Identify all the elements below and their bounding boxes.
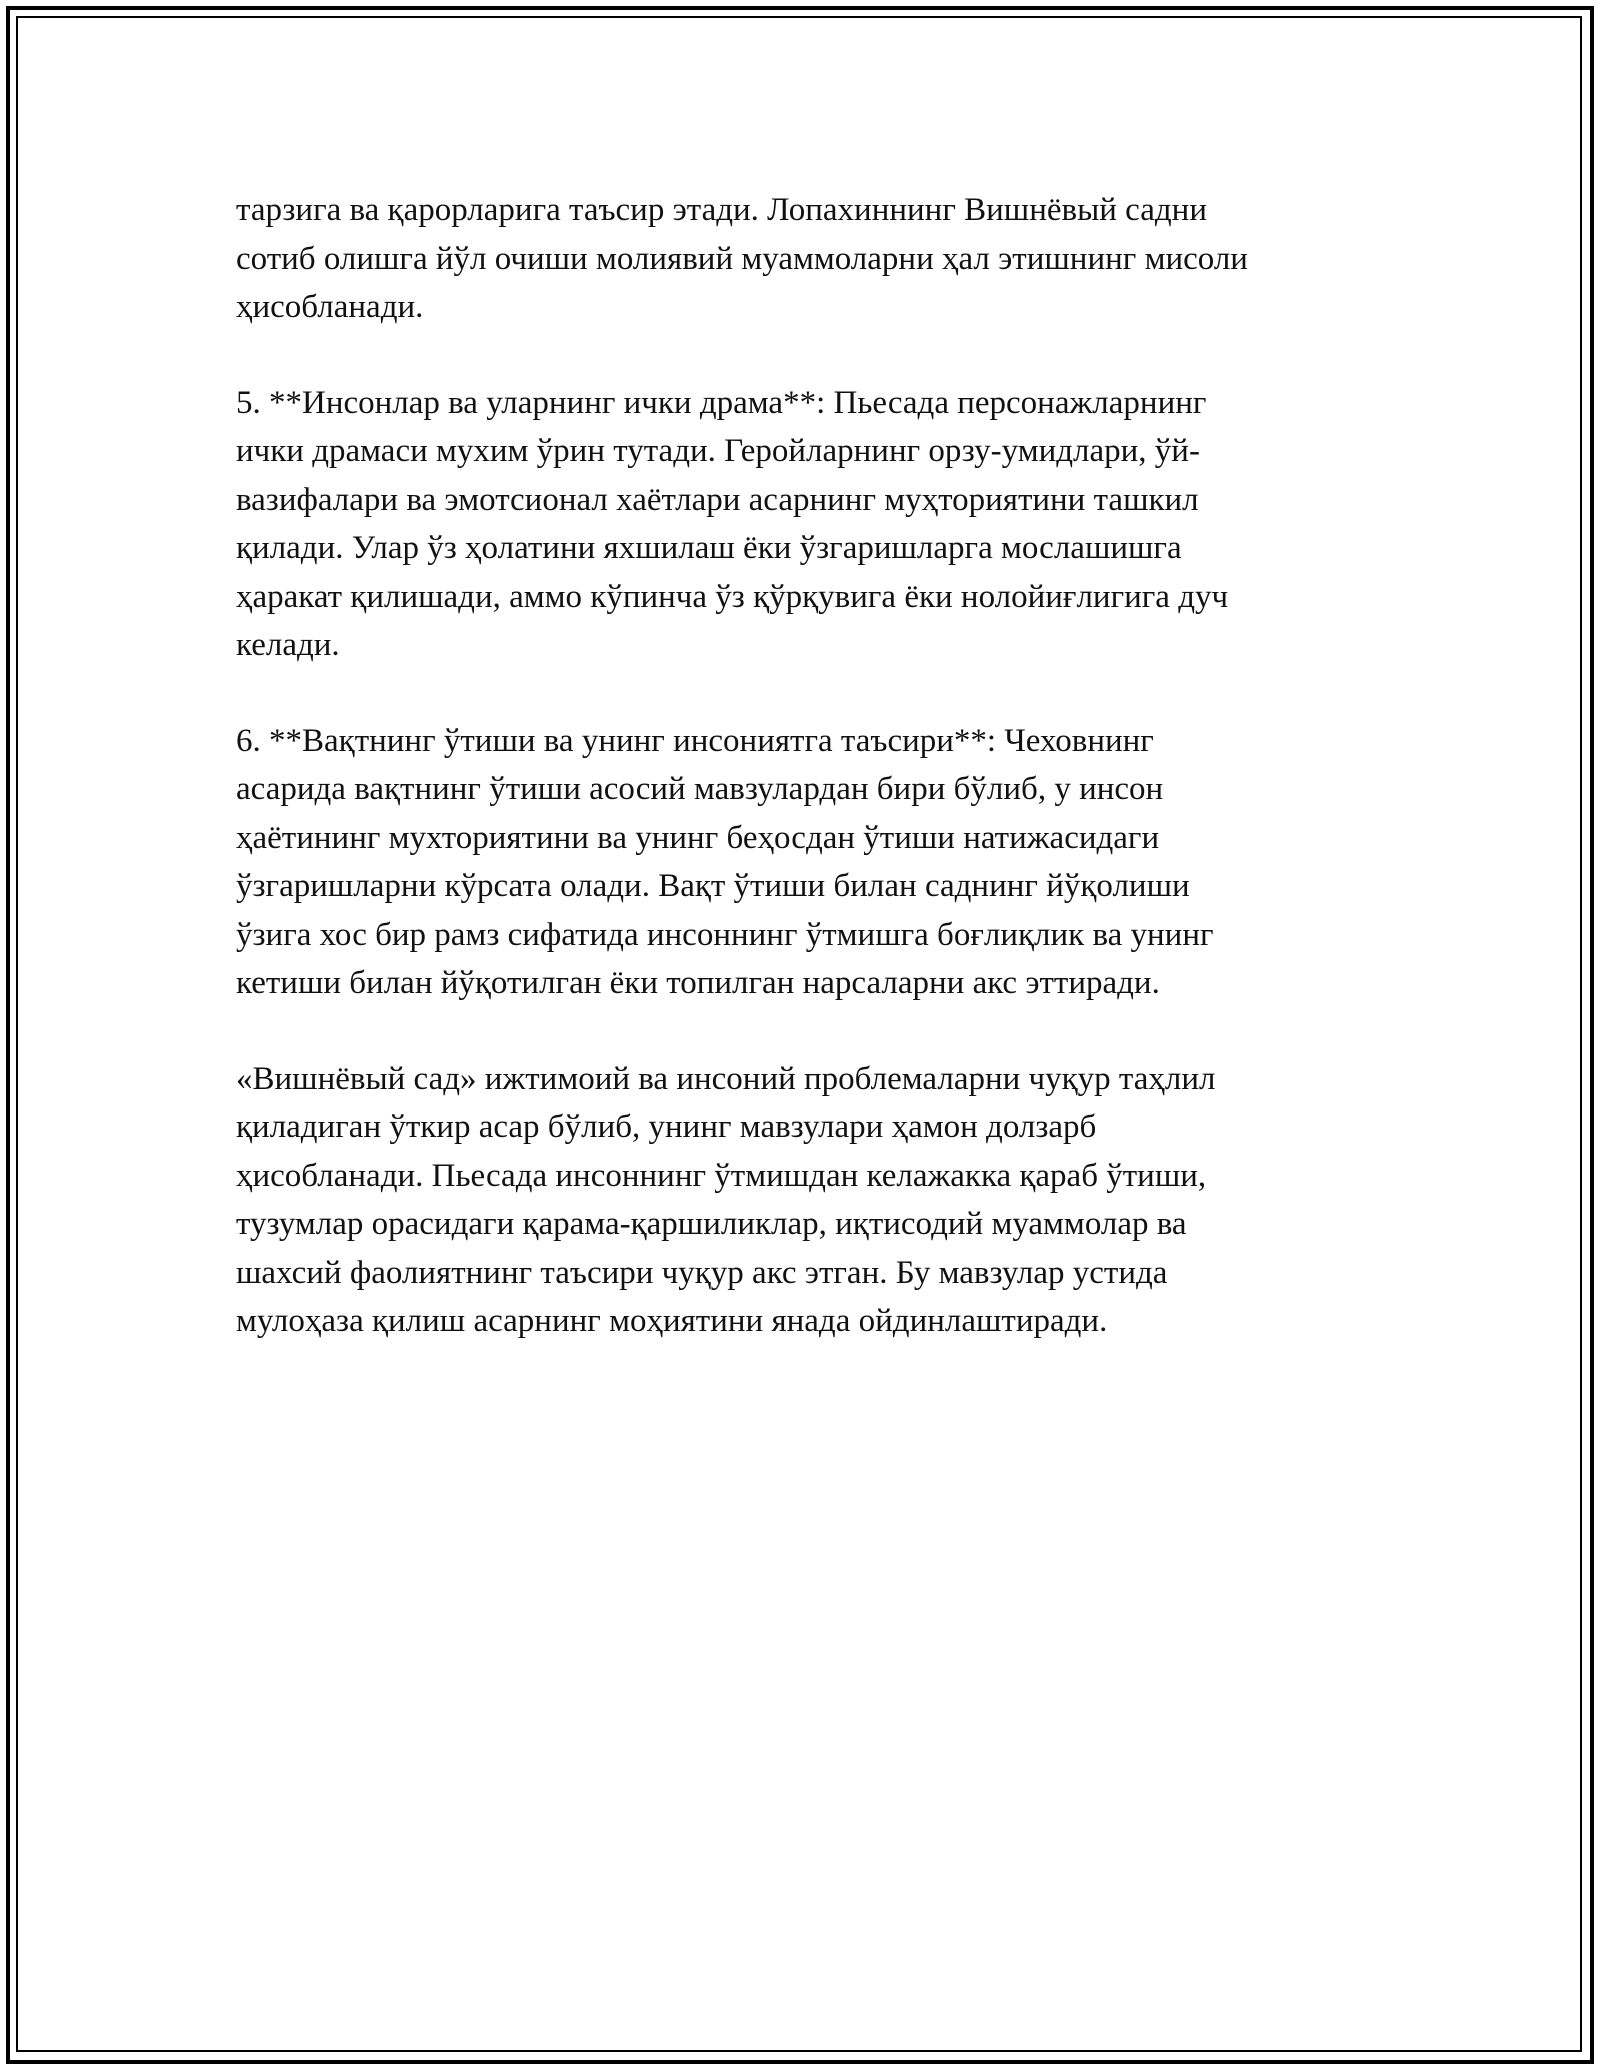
text-line: қилади. Улар ўз ҳолатини яхшилаш ёки ўзгаришларга мослашишга [236, 530, 1182, 566]
text-line: ўзига хос бир рамз сифатида инсоннинг ўтмишга боғлиқлик ва унинг [236, 916, 1214, 953]
text-line: тузумлар орасидаги қарама-қаршиликлар, иқтисодий муаммолар ва [236, 1206, 1187, 1242]
text-line: тарзига ва қарорларига таъсир этади. Лопахиннинг Вишнёвый садни [236, 192, 1207, 228]
text-line: вазифалари ва эмотсионал хаётлари асарнинг муҳториятини ташкил [236, 481, 1199, 518]
paragraph-conclusion [236, 1055, 1396, 1346]
text-line: сотиб олишга йўл очиши молиявий муаммоларни ҳал этишнинг мисоли [236, 240, 1248, 277]
text-line: ҳаракат қилишади, аммо кўпинча ўз қўрқувига ёки нолойиғлигига дуч [236, 578, 1229, 615]
text-line: ҳисобланади. [236, 289, 424, 325]
text-line: ички драмаси мухим ўрин тутади. Геройларнинг орзу-умидлари, ўй- [236, 433, 1200, 469]
paragraph-item-5 [236, 379, 1396, 670]
text-line: шахсий фаолиятнинг таъсири чуқур акс этган. Бу мавзулар устида [236, 1254, 1168, 1291]
text-line: мулоҳаза қилиш асарнинг моҳиятини янада ойдинлаштиради. [236, 1303, 1108, 1339]
text-line: ҳаётининг мухториятини ва унинг беҳосдан ўтиши натижасидаги [236, 819, 1160, 856]
text-line: қиладиган ўткир асар бўлиб, унинг мавзулари ҳамон долзарб [236, 1109, 1097, 1145]
text-line: асарида вақтнинг ўтиши асосий мавзулардан бири бўлиб, у инсон [236, 771, 1164, 807]
text-line: 5. **Инсонлар ва уларнинг ички драма**: Пьесада персонажларнинг [236, 384, 1207, 421]
document-body [236, 186, 1396, 1393]
text-line: кетиши билан йўқотилган ёки топилган нарсаларни акс эттиради. [236, 965, 1160, 1001]
text-line: ўзгаришларни кўрсата олади. Вақт ўтиши билан саднинг йўқолиши [236, 868, 1190, 904]
paragraph-item-6 [236, 717, 1396, 1008]
text-line: «Вишнёвый сад» ижтимоий ва инсоний проблемаларни чуқур таҳлил [236, 1060, 1216, 1097]
text-line: ҳисобланади. Пьесада инсоннинг ўтмишдан келажакка қараб ўтиши, [236, 1157, 1207, 1194]
text-line: 6. **Вақтнинг ўтиши ва унинг инсониятга таъсири**: Чеховнинг [236, 722, 1154, 759]
text-line: келади. [236, 627, 340, 663]
paragraph-continuation [236, 186, 1396, 332]
